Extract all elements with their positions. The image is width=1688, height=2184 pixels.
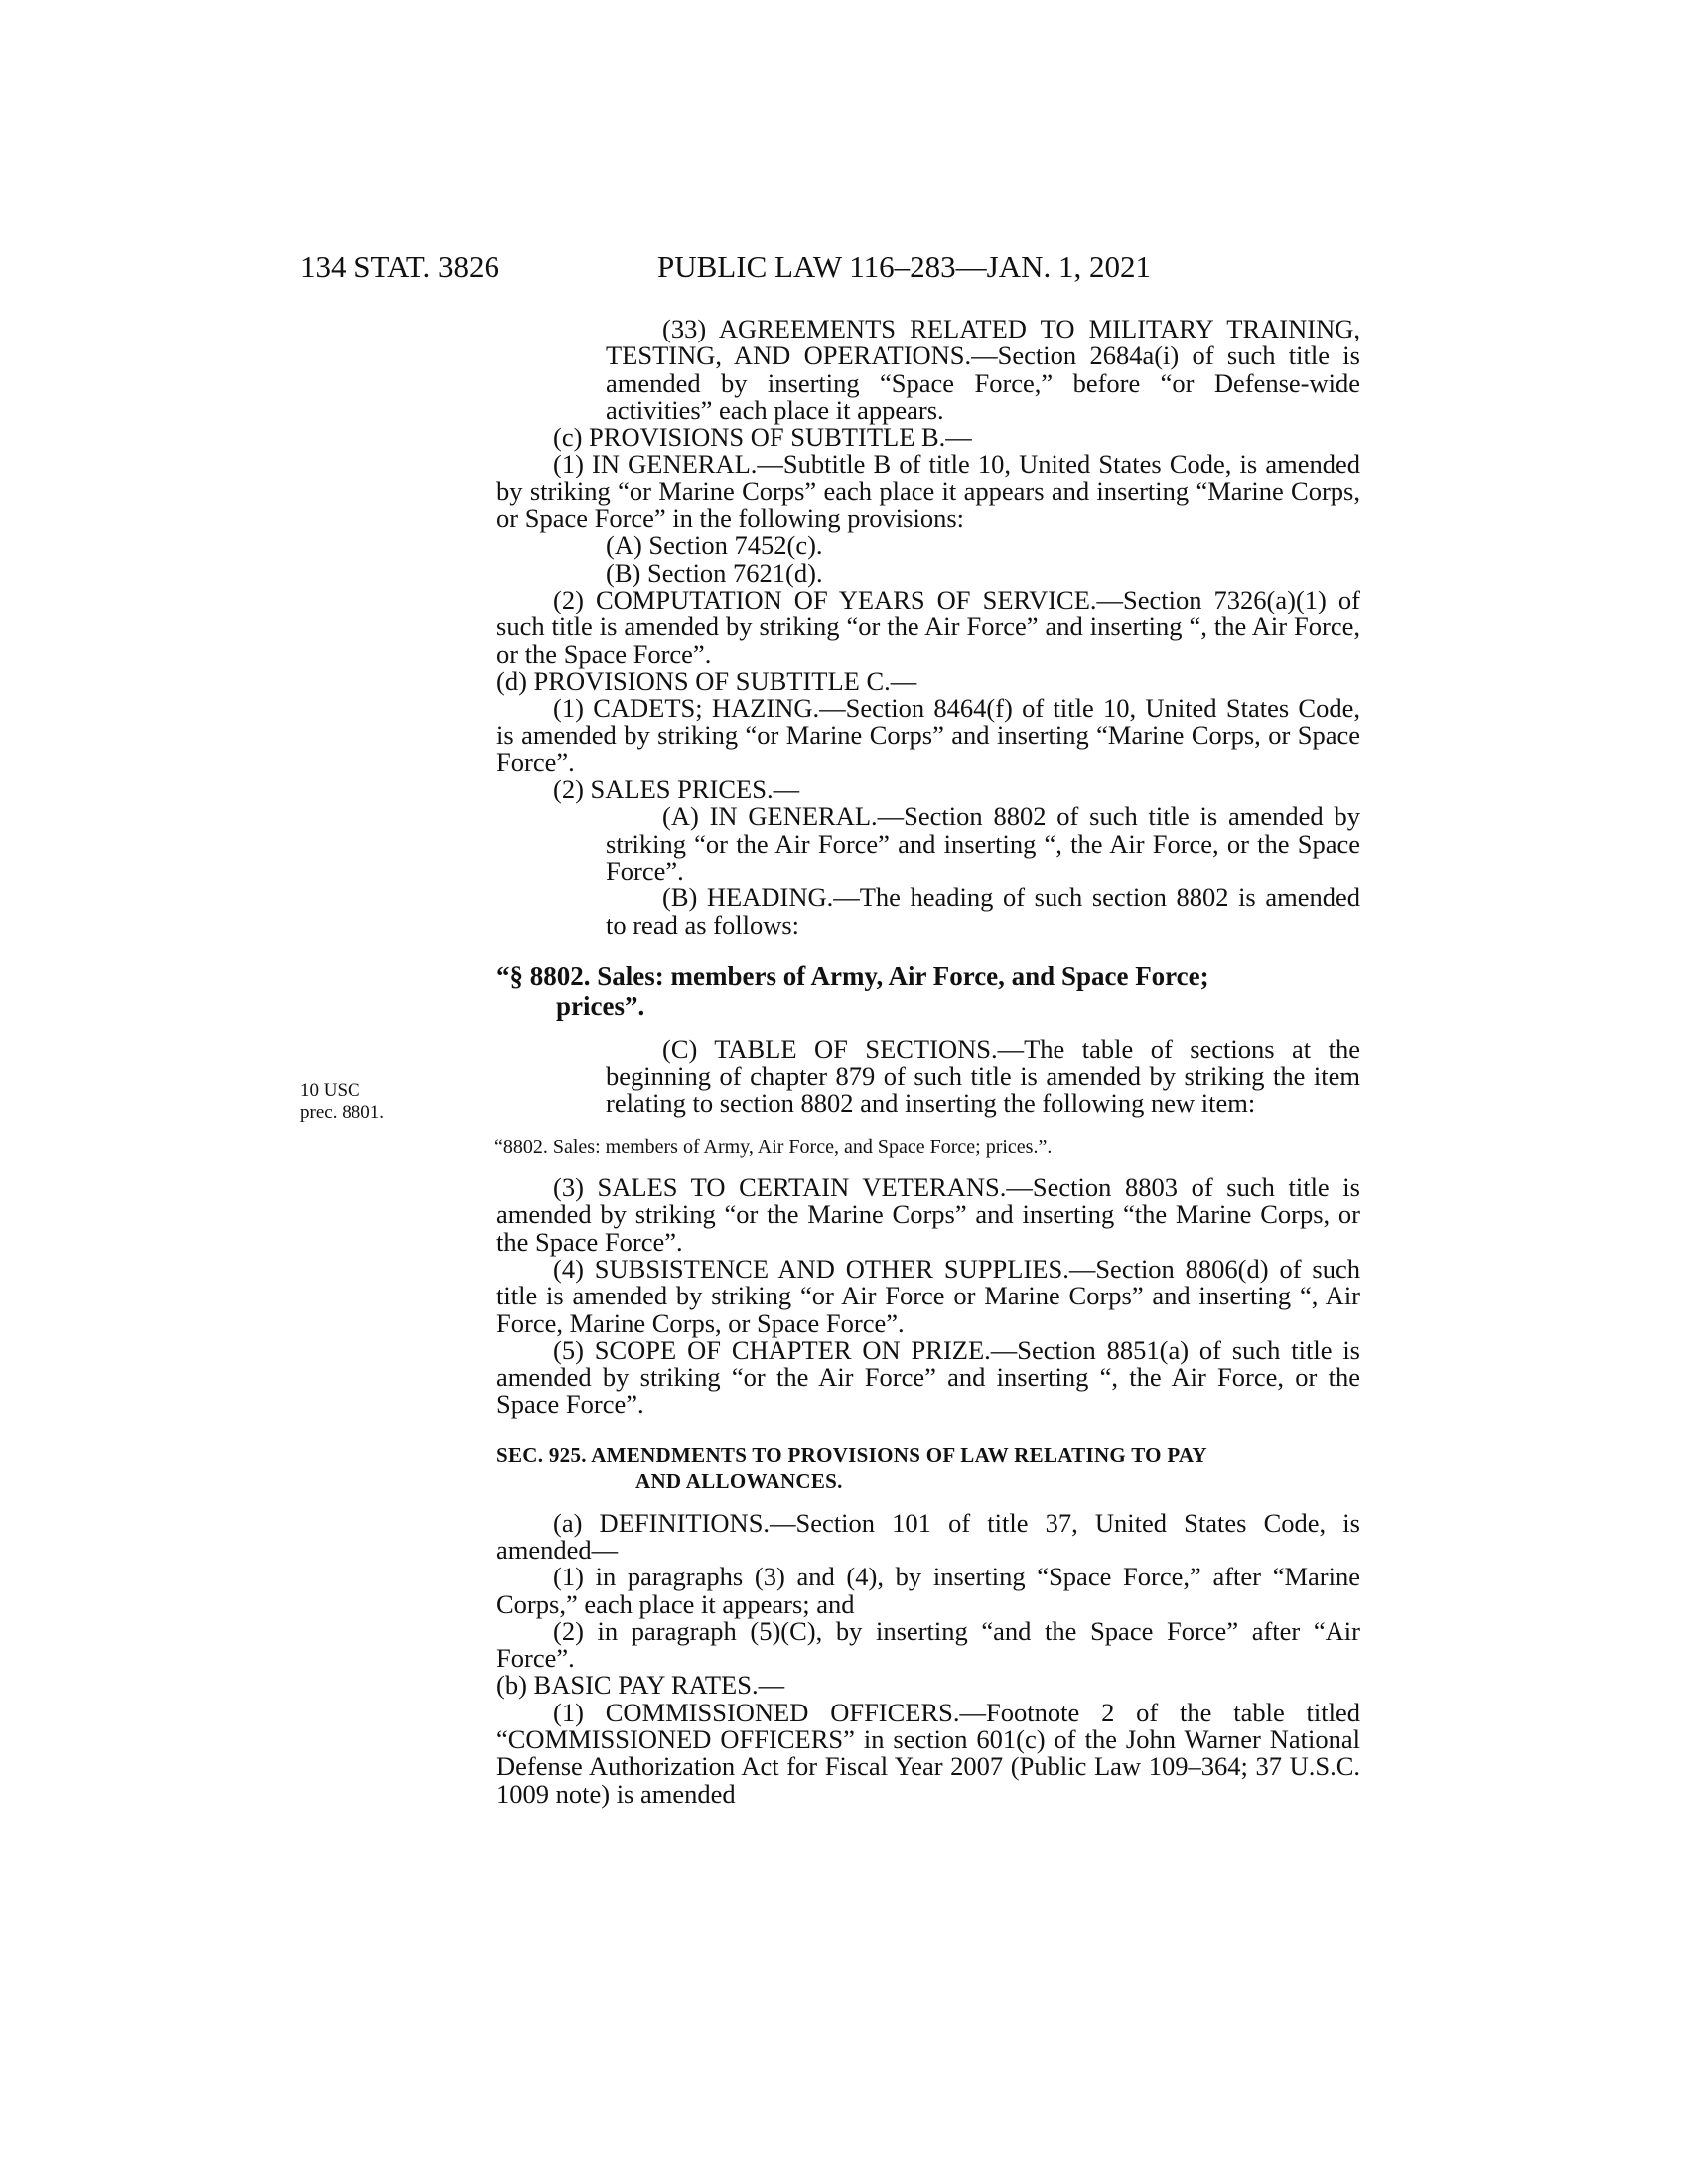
section-8802-heading-line-1: “§ 8802. Sales: members of Army, Air Force, and Space Force; [496,960,1209,991]
section-8802-heading [496,961,1360,1021]
subparagraph-c1B: (B) Section 7621(d). [606,557,823,588]
section-8802-heading-line-2: prices”. [556,990,645,1021]
paragraph-b1: (1) COMMISSIONED OFFICERS.—Footnote 2 of the table titled “COMMISSIONED OFFICERS” in section 601(c) of the John Warner National Defense Authorization Act for Fiscal Year 2007 (Public Law 109–364; 37 U.S.C. 1009 note) is amended [496,1697,1360,1809]
paragraph-c1: (1) IN GENERAL.—Subtitle B of title 10, United States Code, is amended by striking “or Marine Corps” each place it appears and inserting “Marine Corps, or Space Force” in the following provisions: [496,449,1360,534]
paragraph-d3: (3) SALES TO CERTAIN VETERANS.—Section 8803 of such title is amended by striking “or the Marine Corps” and inserting “the Marine Corps, or the Space Force”. [496,1172,1360,1257]
section-925-heading [496,1442,1360,1494]
subparagraph-d2A: (A) IN GENERAL.—Section 8802 of such title is amended by striking “or the Air Force” and inserting “, the Air Force, or the Space Force”. [606,801,1360,886]
paragraph-a1: (1) in paragraphs (3) and (4), by inserting “Space Force,” after “Marine Corps,” each place it appears; and [496,1562,1360,1619]
subparagraph-d2B: (B) HEADING.—The heading of such section 8802 is amended to read as follows: [606,883,1360,940]
statute-page-number: 134 STAT. 3826 [300,249,500,284]
subsection-b-heading: (b) BASIC PAY RATES.— [496,1670,785,1701]
margin-note-line-2: prec. 8801. [300,1102,384,1123]
margin-note-line-1: 10 USC [300,1080,360,1101]
paragraph-a2: (2) in paragraph (5)(C), by inserting “and the Space Force” after “Air Force”. [496,1615,1360,1674]
section-925-heading-line-1: SEC. 925. AMENDMENTS TO PROVISIONS OF LAW RELATING TO PAY [496,1442,1207,1467]
paragraph-c2: (2) COMPUTATION OF YEARS OF SERVICE.—Section 7326(a)(1) of such title is amended by striking “or the Air Force” and inserting “, the Air Force, or the Space Force”. [496,584,1360,669]
table-of-sections-item: “8802. Sales: members of Army, Air Force, and Space Force; prices.”. [494,1135,1053,1158]
subsection-a: (a) DEFINITIONS.—Section 101 of title 37, United States Code, is amended— [496,1507,1360,1565]
margin-note [300,1080,384,1124]
running-header-title: PUBLIC LAW 116–283—JAN. 1, 2021 [657,249,1151,284]
subsection-c-heading: (c) PROVISIONS OF SUBTITLE B.— [553,422,972,453]
paragraph-d4: (4) SUBSISTENCE AND OTHER SUPPLIES.—Section 8806(d) of such title is amended by striking “or Air Force or Marine Corps” and inserting “, Air Force, Marine Corps, or Space Force”. [496,1253,1360,1338]
paragraph-33: (33) AGREEMENTS RELATED TO MILITARY TRAINING, TESTING, AND OPERATIONS.—Section 2684a(i) of such title is amended by inserting “Space Force,” before “or Defense-wide activities” each place it appears. [606,314,1360,425]
paragraph-d1: (1) CADETS; HAZING.—Section 8464(f) of title 10, United States Code, is amended by striking “or Marine Corps” and inserting “Marine Corps, or Space Force”. [496,693,1360,777]
subparagraph-d2C: (C) TABLE OF SECTIONS.—The table of sections at the beginning of chapter 879 of such title is amended by striking the item relating to section 8802 and inserting the following new item: [606,1033,1360,1119]
document-body [496,316,1360,1808]
paragraph-d2-heading: (2) SALES PRICES.— [553,774,800,805]
subparagraph-c1A: (A) Section 7452(c). [606,530,823,561]
subsection-d-heading: (d) PROVISIONS OF SUBTITLE C.— [496,665,917,696]
paragraph-d5: (5) SCOPE OF CHAPTER ON PRIZE.—Section 8851(a) of such title is amended by striking “or the Air Force” and inserting “, the Air Force, or the Space Force”. [496,1334,1360,1420]
section-925-heading-line-2: AND ALLOWANCES. [635,1468,843,1493]
